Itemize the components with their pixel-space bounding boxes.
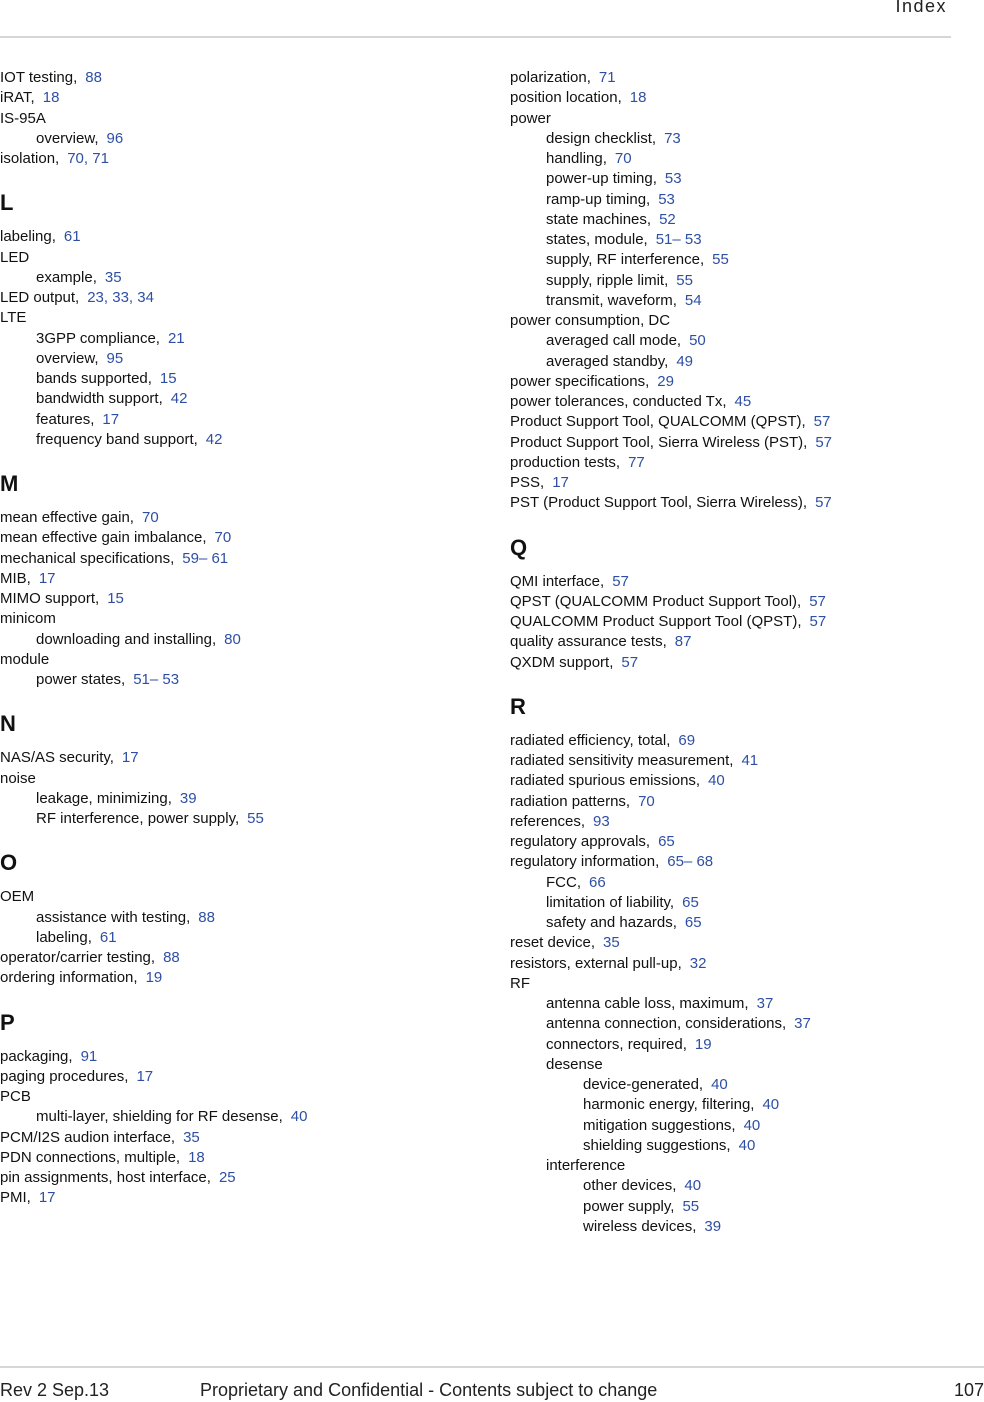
index-entry (0, 248, 470, 268)
index-entry (510, 812, 980, 832)
page-reference-link[interactable]: 41 (741, 752, 759, 769)
index-term: leakage, minimizing, (36, 789, 172, 807)
index-entry (0, 789, 470, 809)
index-term: radiated efficiency, total, (510, 731, 671, 749)
page-reference-link[interactable]: 57 (813, 413, 831, 431)
index-term: averaged standby, (546, 352, 669, 370)
index-term: device-generated, (583, 1076, 704, 1093)
index-entry (0, 1107, 470, 1127)
page-reference-link[interactable]: 39 (704, 1217, 722, 1235)
index-term: operator/carrier testing, (0, 949, 156, 966)
index-term: other devices, (583, 1177, 677, 1195)
index-term: regulatory approvals, (510, 833, 651, 850)
page-reference-link[interactable]: 29 (657, 372, 674, 390)
page-reference-link[interactable]: 71 (598, 69, 616, 86)
index-entry (510, 433, 980, 453)
index-entry (510, 473, 980, 493)
page-reference-link[interactable]: 40 (762, 1096, 780, 1114)
index-entry (0, 410, 470, 430)
index-entry (0, 670, 470, 690)
index-entry (0, 389, 470, 409)
index-term: RF interference, power supply, (36, 810, 240, 827)
page-reference-link[interactable]: 32 (689, 954, 707, 972)
index-term: interference (546, 1157, 626, 1174)
footer-confidentiality: Proprietary and Confidential - Contents subject to change (200, 1380, 658, 1400)
page-reference-link[interactable]: 73 (664, 129, 681, 147)
index-entry (0, 609, 470, 629)
page-reference-link[interactable]: 17 (552, 474, 569, 491)
index-term: bands supported, (36, 370, 152, 387)
running-header-title: Index (895, 0, 947, 16)
page-reference-link[interactable]: 23, 33, 34 (87, 289, 154, 306)
index-term: design checklist, (546, 129, 657, 147)
page-reference-link[interactable]: 39 (179, 789, 197, 807)
page-reference-link[interactable]: 37 (756, 995, 774, 1012)
index-entry (510, 731, 980, 751)
index-entry (510, 792, 980, 812)
index-entry (0, 1087, 470, 1107)
index-term: ordering information, (0, 969, 138, 987)
index-entry (0, 589, 470, 609)
page-reference-link[interactable]: 51– 53 (655, 231, 702, 248)
page-reference-link[interactable]: 88 (85, 69, 102, 86)
index-term: desense (546, 1055, 603, 1073)
index-entry (510, 372, 980, 392)
index-entry (510, 771, 980, 791)
index-entry (510, 271, 980, 291)
index-term: LTE (0, 309, 27, 327)
page-reference-link[interactable]: 54 (684, 291, 702, 309)
index-entry (0, 1128, 470, 1148)
section-letter-heading: L (0, 190, 14, 216)
index-entry (510, 1217, 980, 1237)
index-term: position location, (510, 89, 622, 107)
page-reference-link[interactable]: 57 (809, 592, 826, 610)
index-term: QPST (QUALCOMM Product Support Tool), (510, 592, 802, 610)
page-reference-link[interactable]: 65 (684, 914, 702, 931)
page-reference-link[interactable]: 65 (682, 893, 699, 911)
index-entry (510, 109, 980, 129)
page-reference-link[interactable]: 15 (107, 590, 124, 607)
index-entry (0, 650, 470, 670)
page-reference-link[interactable]: 49 (676, 352, 693, 370)
index-entry (510, 954, 980, 974)
index-term: 3GPP compliance, (36, 329, 160, 347)
index-entry (510, 169, 980, 189)
page-reference-link[interactable]: 53 (664, 170, 682, 188)
page-reference-link[interactable]: 45 (734, 393, 752, 410)
page-reference-link[interactable]: 55 (682, 1197, 700, 1215)
section-letter-heading: N (0, 711, 16, 737)
section-letter-heading: O (0, 850, 18, 876)
index-term: shielding suggestions, (583, 1136, 731, 1154)
page-reference-link[interactable]: 18 (42, 89, 60, 107)
index-entry (510, 832, 980, 852)
index-term: frequency band support, (36, 430, 198, 448)
index-entry (510, 1197, 980, 1217)
page-reference-link[interactable]: 21 (167, 329, 185, 347)
page-reference-link[interactable]: 95 (106, 349, 124, 367)
index-entry (0, 288, 470, 308)
index-entry (0, 968, 470, 988)
index-term: power consumption, DC (510, 312, 671, 329)
page-reference-link[interactable]: 35 (104, 268, 122, 286)
section-letter-heading: R (510, 693, 526, 719)
index-entry (0, 1188, 470, 1208)
index-entry (510, 149, 980, 169)
index-term: supply, RF interference, (546, 251, 705, 269)
page-reference-link[interactable]: 55 (247, 810, 264, 827)
index-term: wireless devices, (583, 1217, 697, 1235)
page-reference-link[interactable]: 52 (659, 210, 676, 228)
index-term: features, (36, 410, 95, 428)
index-term: power specifications, (510, 372, 650, 390)
index-term: averaged call mode, (546, 332, 682, 350)
index-entry (0, 88, 470, 108)
index-entry (510, 873, 980, 893)
page-reference-link[interactable]: 17 (136, 1067, 154, 1085)
index-entry (510, 68, 980, 88)
index-section (0, 1009, 470, 1209)
index-entry (510, 88, 980, 108)
index-term: QXDM support, (510, 653, 614, 671)
index-entry (510, 612, 980, 632)
index-entry (510, 392, 980, 412)
index-entry (0, 630, 470, 650)
index-term: LED output, (0, 289, 80, 306)
index-entry (510, 974, 980, 994)
index-term: IOT testing, (0, 69, 78, 86)
index-term: paging procedures, (0, 1067, 129, 1085)
index-section (0, 189, 470, 450)
index-term: polarization, (510, 69, 591, 86)
section-letter-heading: Q (510, 534, 528, 560)
page-reference-link[interactable]: 57 (621, 653, 639, 671)
page-reference-link[interactable]: 91 (80, 1047, 98, 1065)
page-reference-link[interactable]: 70, 71 (67, 150, 109, 167)
page-reference-link[interactable]: 35 (603, 934, 620, 952)
index-entry (510, 852, 980, 872)
index-column-left (0, 68, 470, 1209)
page-reference-link[interactable]: 19 (145, 969, 163, 987)
header-divider (0, 36, 951, 38)
index-term: QMI interface, (510, 572, 605, 590)
index-term: RF (510, 974, 530, 992)
index-entry (0, 508, 470, 528)
index-term: PST (Product Support Tool, Sierra Wireless), (510, 494, 808, 512)
page-reference-link[interactable]: 40 (290, 1108, 308, 1126)
footer-divider (0, 1366, 984, 1368)
index-entry (0, 549, 470, 569)
index-term: mean effective gain imbalance, (0, 529, 207, 547)
page-reference-link[interactable]: 87 (674, 633, 692, 651)
index-entry (510, 493, 980, 513)
page-reference-link[interactable]: 57 (809, 613, 827, 630)
index-term: quality assurance tests, (510, 633, 667, 651)
page-reference-link[interactable]: 25 (218, 1169, 236, 1186)
index-term: production tests, (510, 453, 621, 471)
index-term: PCM/I2S audion interface, (0, 1128, 176, 1146)
page-reference-link[interactable]: 40 (743, 1116, 761, 1134)
index-term: PSS, (510, 474, 545, 491)
index-entry (510, 653, 980, 673)
index-section (0, 68, 470, 169)
index-term: mechanical specifications, (0, 549, 175, 567)
index-term: references, (510, 812, 586, 830)
page-reference-link[interactable]: 77 (628, 453, 645, 471)
index-term: radiation patterns, (510, 792, 631, 810)
index-entry (0, 769, 470, 789)
index-entry (0, 908, 470, 928)
index-entry (510, 311, 980, 331)
index-term: power states, (36, 671, 126, 688)
index-entry (0, 1148, 470, 1168)
section-letter-heading: P (0, 1009, 15, 1035)
index-term: connectors, required, (546, 1035, 687, 1053)
index-entry (510, 1055, 980, 1075)
index-entry (0, 928, 470, 948)
index-term: transmit, waveform, (546, 291, 677, 309)
page-reference-link[interactable]: 40 (684, 1177, 702, 1195)
index-term: IS-95A (0, 109, 46, 127)
index-entry (0, 308, 470, 328)
index-entry (510, 210, 980, 230)
index-entry (0, 809, 470, 829)
index-term: assistance with testing, (36, 908, 191, 926)
index-entry (0, 329, 470, 349)
index-term: FCC, (546, 873, 581, 891)
index-entry (510, 592, 980, 612)
index-entry (0, 748, 470, 768)
index-term: minicom (0, 610, 56, 628)
index-term: safety and hazards, (546, 914, 677, 931)
page-reference-link[interactable]: 40 (711, 1076, 728, 1093)
index-term: pin assignments, host interface, (0, 1169, 211, 1186)
index-entry (510, 352, 980, 372)
page-reference-link[interactable]: 55 (712, 251, 729, 269)
index-term: OEM (0, 888, 35, 906)
index-term: iRAT, (0, 89, 35, 107)
page-reference-link[interactable]: 53 (658, 190, 675, 208)
page-reference-link[interactable]: 35 (183, 1128, 200, 1146)
index-entry (510, 572, 980, 592)
page-reference-link[interactable]: 57 (815, 494, 832, 512)
index-entry (510, 412, 980, 432)
index-term: power tolerances, conducted Tx, (510, 393, 727, 410)
index-term: Product Support Tool, Sierra Wireless (PST), (510, 433, 808, 451)
index-term: labeling, (36, 928, 92, 946)
index-entry (510, 1176, 980, 1196)
index-entry (0, 109, 470, 129)
index-section (0, 849, 470, 988)
footer-revision: Rev 2 Sep.13 (0, 1380, 110, 1400)
index-term: labeling, (0, 228, 56, 246)
index-entry (510, 1075, 980, 1095)
index-term: overview, (36, 129, 99, 147)
page-reference-link[interactable]: 88 (163, 949, 180, 966)
page-reference-link[interactable]: 93 (593, 812, 610, 830)
page-reference-link[interactable]: 70 (214, 529, 232, 547)
page-reference-link[interactable]: 65– 68 (667, 853, 714, 871)
page-reference-link[interactable]: 42 (205, 430, 223, 448)
footer-page-number: 107 (953, 1380, 984, 1400)
index-section (0, 710, 470, 829)
page-reference-link[interactable]: 17 (38, 569, 56, 587)
index-entry (0, 1168, 470, 1188)
index-term: ramp-up timing, (546, 190, 651, 208)
index-section (0, 470, 470, 690)
page-reference-link[interactable]: 40 (708, 772, 725, 790)
index-entry (510, 190, 980, 210)
page-reference-link[interactable]: 37 (794, 1015, 811, 1033)
index-term: handling, (546, 150, 607, 167)
index-entry (0, 430, 470, 450)
index-entry (0, 1047, 470, 1067)
index-entry (510, 1095, 980, 1115)
index-entry (0, 149, 470, 169)
page-reference-link[interactable]: 96 (106, 129, 124, 147)
page-reference-link[interactable]: 57 (815, 433, 833, 451)
index-term: mean effective gain, (0, 509, 134, 526)
index-term: mitigation suggestions, (583, 1116, 736, 1134)
index-term: radiated sensitivity measurement, (510, 752, 734, 769)
index-section (510, 534, 980, 673)
page-reference-link[interactable]: 66 (589, 873, 606, 891)
index-entry (0, 569, 470, 589)
index-term: supply, ripple limit, (546, 271, 669, 289)
index-term: regulatory information, (510, 853, 660, 871)
index-term: resistors, external pull-up, (510, 954, 682, 972)
index-term: harmonic energy, filtering, (583, 1096, 755, 1114)
index-entry (0, 227, 470, 247)
page-reference-link[interactable]: 17 (102, 410, 120, 428)
index-term: packaging, (0, 1047, 73, 1065)
index-term: LED (0, 248, 30, 266)
index-term: PCB (0, 1088, 31, 1105)
index-term: power (510, 109, 551, 127)
page-reference-link[interactable]: 80 (224, 630, 241, 648)
index-section (510, 68, 980, 514)
index-term: power supply, (583, 1197, 675, 1215)
page-reference-link[interactable]: 50 (689, 332, 706, 350)
index-column-right (510, 68, 980, 1237)
index-term: QUALCOMM Product Support Tool (QPST), (510, 613, 802, 630)
page-reference-link[interactable]: 59– 61 (182, 549, 229, 567)
index-entry (510, 291, 980, 311)
index-entry (0, 528, 470, 548)
index-entry (510, 230, 980, 250)
page-reference-link[interactable]: 61 (63, 228, 81, 246)
index-entry (510, 632, 980, 652)
index-entry (510, 893, 980, 913)
index-term: NAS/AS security, (0, 749, 114, 767)
index-entry (0, 349, 470, 369)
page-reference-link[interactable]: 70 (614, 150, 632, 167)
index-term: isolation, (0, 150, 60, 167)
index-entry (510, 751, 980, 771)
index-term: bandwidth support, (36, 390, 163, 408)
index-term: PDN connections, multiple, (0, 1148, 181, 1166)
page-reference-link[interactable]: 88 (198, 908, 215, 926)
index-term: Product Support Tool, QUALCOMM (QPST), (510, 413, 806, 431)
page-reference-link[interactable]: 61 (99, 928, 117, 946)
page-reference-link[interactable]: 70 (638, 792, 655, 810)
index-term: PMI, (0, 1189, 31, 1207)
section-letter-heading: M (0, 471, 19, 496)
page-reference-link[interactable]: 17 (38, 1189, 56, 1207)
index-entry (510, 1136, 980, 1156)
page-reference-link[interactable]: 40 (738, 1136, 756, 1154)
index-term: limitation of liability, (546, 893, 675, 911)
page-reference-link[interactable]: 18 (629, 89, 647, 107)
index-entry (510, 453, 980, 473)
index-term: reset device, (510, 934, 596, 952)
index-entry (0, 1067, 470, 1087)
index-entry (0, 369, 470, 389)
index-entry (510, 1116, 980, 1136)
page-reference-link[interactable]: 15 (159, 370, 177, 387)
index-term: module (0, 650, 50, 668)
page-reference-link[interactable]: 65 (658, 833, 675, 850)
index-entry (0, 68, 470, 88)
index-entry (510, 331, 980, 351)
index-entry (0, 948, 470, 968)
index-entry (510, 994, 980, 1014)
index-term: downloading and installing, (36, 630, 217, 648)
index-term: example, (36, 268, 97, 286)
index-term: state machines, (546, 210, 652, 228)
index-term: states, module, (546, 231, 648, 248)
page-reference-link[interactable]: 55 (676, 271, 693, 289)
index-term: power-up timing, (546, 170, 657, 188)
page-reference-link[interactable]: 57 (612, 572, 629, 590)
index-term: antenna connection, considerations, (546, 1015, 787, 1033)
index-entry (510, 1035, 980, 1055)
page-reference-link[interactable]: 17 (121, 749, 139, 767)
index-entry (0, 268, 470, 288)
index-term: multi-layer, shielding for RF desense, (36, 1108, 283, 1126)
page-reference-link[interactable]: 42 (170, 390, 188, 408)
page-reference-link[interactable]: 18 (188, 1148, 205, 1166)
index-entry (510, 1156, 980, 1176)
page-reference-link[interactable]: 70 (141, 509, 159, 526)
index-term: noise (0, 769, 36, 787)
index-section (510, 693, 980, 1237)
index-entry (510, 933, 980, 953)
index-term: antenna cable loss, maximum, (546, 995, 749, 1012)
index-entry (510, 1014, 980, 1034)
index-entry (510, 250, 980, 270)
page-reference-link[interactable]: 19 (694, 1035, 712, 1053)
index-term: radiated spurious emissions, (510, 772, 701, 790)
index-term: MIMO support, (0, 590, 100, 607)
index-entry (0, 887, 470, 907)
index-entry (510, 913, 980, 933)
page-reference-link[interactable]: 69 (678, 731, 696, 749)
index-entry (0, 129, 470, 149)
index-entry (510, 129, 980, 149)
index-term: MIB, (0, 569, 31, 587)
index-term: overview, (36, 349, 99, 367)
page-reference-link[interactable]: 51– 53 (133, 671, 180, 688)
